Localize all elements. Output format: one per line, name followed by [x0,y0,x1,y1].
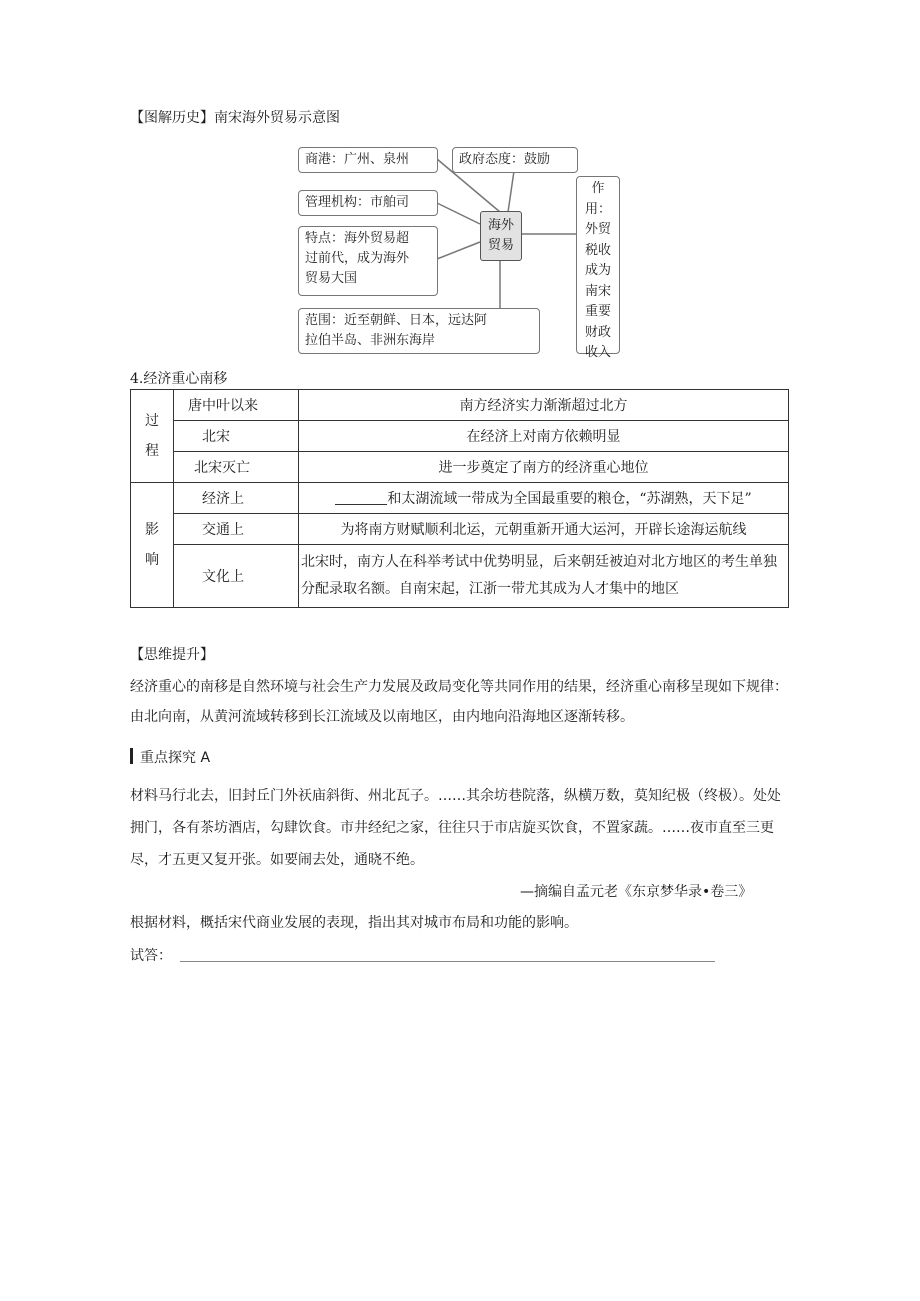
connector-attitude [508,171,514,212]
scope-line-1: 范围：近至朝鲜、日本，远达阿 [305,313,488,328]
impact-content-3: 北宋时，南方人在科举考试中优势明显，后来朝廷被迫对北方地区的考生单独分配录取名额。自南宋起，江浙一带尤其成为人才集中的地区 [299,545,789,608]
impact-content-1 [299,483,789,514]
center-line-1: 海外 [487,218,514,233]
impact-content-1-text: 和太湖流域一带成为全国最重要的粮仓，“苏湖熟，天下足” [387,491,752,507]
group-impact [131,483,174,608]
question-text: 根据材料，概括宋代商业发展的表现，指出其对城市布局和功能的影响。 [130,915,578,931]
effect-line-1: 作用： [584,181,611,217]
material-source: —摘编自孟元老《东京梦华录•卷三》 [520,884,753,900]
diagram-scope-box [298,308,540,354]
table-row [131,483,789,514]
features-line-1: 特点：海外贸易超 [305,231,410,246]
process-content-1: 南方经济实力渐渐超过北方 [299,390,789,421]
table-row [131,514,789,545]
section-marker-bar [130,748,133,764]
features-line-2: 过前代，成为海外 [305,251,410,266]
impact-content-2: 为将南方财赋顺利北运，元朝重新开通大运河，开辟长途海运航线 [299,514,789,545]
scope-line-2: 拉伯半岛、非洲东海岸 [305,333,436,348]
table-row [131,545,789,608]
features-line-3: 贸易大国 [305,271,358,286]
impact-aspect-2: 交通上 [174,514,299,545]
effect-line-8: 收入 [584,345,611,360]
agency-text: 管理机构：市舶司 [305,195,410,210]
diagram-attitude-box [452,147,578,173]
diagram-effect-box [576,176,620,360]
center-line-2: 贸易 [487,238,514,253]
table-row [131,421,789,452]
process-aspect-1: 唐中叶以来 [174,390,299,421]
answer-line[interactable] [180,961,715,962]
diagram-agency-box [298,190,438,216]
ports-text: 商港：广州、泉州 [305,152,410,167]
table-row [131,452,789,483]
effect-line-7: 财政 [584,324,611,340]
effect-line-4: 成为 [584,263,611,278]
diagram-center-box [480,211,522,261]
effect-line-6: 重要 [584,304,611,319]
effect-line-3: 税收 [584,242,611,258]
process-content-3: 进一步奠定了南方的经济重心地位 [299,452,789,483]
diagram-features-box [298,226,438,296]
attitude-text: 政府态度：鼓励 [459,152,551,167]
diagram-ports-box [298,147,438,173]
material-text: 材料马行北去，旧封丘门外祆庙斜街、州北瓦子。……其余坊巷院落，纵横万数，莫知纪极（终极）。处处拥门，各有茶坊酒店，勾肆饮食。市井经纪之家，往往只于市店旋买饮食，不置家蔬。……夜市直至三更尽，才五更又复开张。如要闹去处，通晓不绝。 [130,788,781,868]
diagram-heading: 【图解历史】南宋海外贸易示意图 [130,110,340,126]
connector-agency [437,203,480,224]
connector-features [437,242,480,259]
thinking-text: 经济重心的南移是自然环境与社会生产力发展及政局变化等共同作用的结果，经济重心南移呈现如下规律：由北向南，从黄河流域转移到长江流域及以南地区，由内地向沿海地区逐渐转移。 [130,679,788,725]
explore-heading: 重点探究 A [140,750,211,766]
group-process [131,390,174,483]
group-process-label: 过程 [145,413,159,459]
effect-line-2: 外贸 [584,222,611,237]
answer-label: 试答： [130,948,172,964]
impact-aspect-3: 文化上 [174,545,299,608]
thinking-heading: 【思维提升】 [130,647,214,663]
fill-in-blank[interactable] [335,490,387,505]
effect-line-5: 南宋 [584,283,611,299]
group-impact-label: 影响 [145,522,159,568]
impact-aspect-1: 经济上 [174,483,299,514]
process-content-2: 在经济上对南方依赖明显 [299,421,789,452]
process-aspect-3: 北宋灭亡 [174,452,299,483]
section4-title: 4.经济重心南移 [130,371,228,387]
economic-center-table [130,389,789,608]
process-aspect-2: 北宋 [174,421,299,452]
table-row [131,390,789,421]
